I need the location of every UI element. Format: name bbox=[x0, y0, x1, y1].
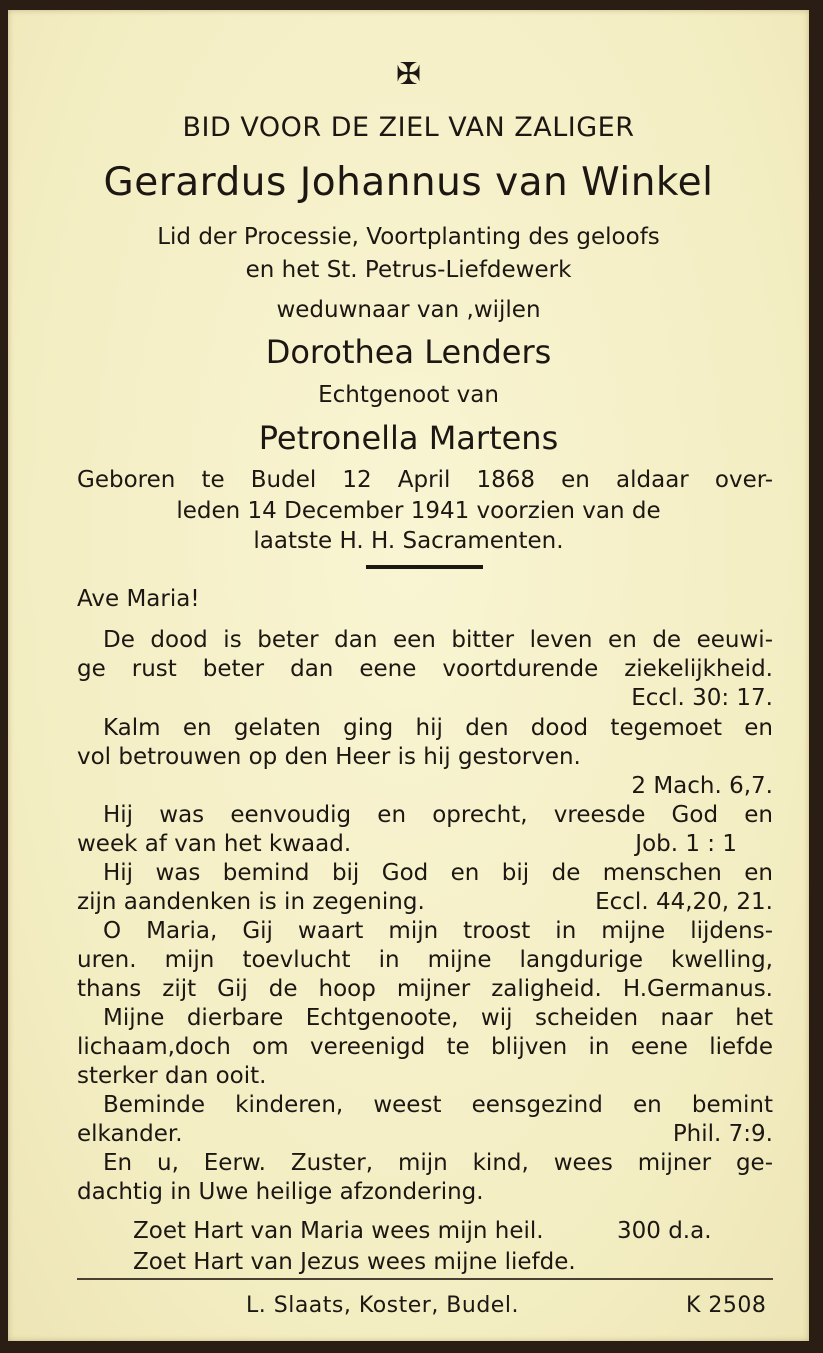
paragraph-5-line-1: O Maria, Gij waart mijn troost in mijne lijdens- bbox=[103, 918, 773, 944]
paragraph-2-line-2: vol betrouwen op den Heer is hij gestorven. bbox=[77, 744, 581, 770]
paragraph-5-line-2: uren. mijn toevlucht in mijne langdurige kwelling, bbox=[77, 947, 773, 973]
card-heading: BID VOOR DE ZIEL VAN ZALIGER bbox=[182, 112, 635, 143]
footer-divider bbox=[77, 1278, 773, 1280]
paragraph-7-reference: Phil. 7:9. bbox=[672, 1121, 773, 1147]
paragraph-8-line-1: En u, Eerw. Zuster, mijn kind, wees mijner ge- bbox=[103, 1150, 773, 1176]
deceased-name: Gerardus Johannus van Winkel bbox=[103, 160, 714, 205]
paragraph-4-line-2-row bbox=[77, 888, 773, 917]
prayer-1-indulgence: 300 d.a. bbox=[617, 1218, 712, 1244]
paragraph-7-line-2: elkander. bbox=[77, 1121, 183, 1147]
first-wife-name: Dorothea Lenders bbox=[265, 333, 552, 371]
divider bbox=[366, 565, 483, 569]
birth-line-1: Geboren te Budel 12 April 1868 en aldaar over- bbox=[77, 467, 773, 493]
paragraph-7-line-2-row bbox=[77, 1120, 773, 1149]
memorial-card bbox=[8, 10, 809, 1341]
paragraph-2-line-1: Kalm en gelaten ging hij den dood tegemoet en bbox=[103, 715, 773, 741]
prayer-2: Zoet Hart van Jezus wees mijne liefde. bbox=[133, 1249, 576, 1275]
prayer-1: Zoet Hart van Maria wees mijn heil. bbox=[133, 1218, 544, 1244]
paragraph-6-line-1: Mijne dierbare Echtgenoote, wij scheiden naar het bbox=[103, 1005, 773, 1031]
paragraph-4-line-1: Hij was bemind bij God en bij de menschen en bbox=[103, 860, 773, 886]
paragraph-3-line-2: week af van het kwaad. bbox=[77, 831, 352, 857]
birth-line-2: leden 14 December 1941 voorzien van de bbox=[176, 498, 661, 524]
paragraph-3-reference: Job. 1 : 1 bbox=[635, 831, 737, 857]
paragraph-4-line-2: zijn aandenken is in zegening. bbox=[77, 889, 425, 915]
printer-credit: L. Slaats, Koster, Budel. bbox=[246, 1293, 519, 1318]
widower-of: weduwnaar van ,wijlen bbox=[276, 297, 541, 323]
print-code: K 2508 bbox=[686, 1293, 767, 1318]
paragraph-4-reference: Eccl. 44,20, 21. bbox=[595, 889, 773, 915]
membership-line-1: Lid der Processie, Voortplanting des geloofs bbox=[157, 224, 660, 250]
paragraph-2-reference: 2 Mach. 6,7. bbox=[631, 773, 773, 799]
cross-icon: ✠ bbox=[395, 57, 422, 92]
spouse-of: Echtgenoot van bbox=[318, 382, 499, 408]
paragraph-1-line-1: De dood is beter dan een bitter leven en de eeuwi- bbox=[103, 627, 773, 653]
membership-line-2: en het St. Petrus-Liefdewerk bbox=[245, 257, 572, 283]
paragraph-7-line-1: Beminde kinderen, weest eensgezind en bemint bbox=[103, 1092, 773, 1118]
birth-line-3: laatste H. H. Sacramenten. bbox=[253, 528, 564, 554]
paragraph-8-line-2: dachtig in Uwe heilige afzondering. bbox=[77, 1179, 484, 1205]
paragraph-6-line-3: sterker dan ooit. bbox=[77, 1063, 267, 1089]
paragraph-3-line-2-row bbox=[77, 830, 773, 859]
paragraph-5-line-3: thans zijt Gij de hoop mijner zaligheid. H.Germanus. bbox=[77, 976, 773, 1002]
second-wife-name: Petronella Martens bbox=[258, 419, 559, 457]
paragraph-3-line-1: Hij was eenvoudig en oprecht, vreesde God en bbox=[103, 802, 773, 828]
ave-maria: Ave Maria! bbox=[77, 586, 200, 612]
paragraph-1-line-2: ge rust beter dan eene voortdurende ziekelijkheid. bbox=[77, 656, 773, 682]
paragraph-6-line-2: lichaam,doch om vereenigd te blijven in eene liefde bbox=[77, 1034, 773, 1060]
prayer-1-row bbox=[133, 1216, 712, 1246]
paragraph-1-reference: Eccl. 30: 17. bbox=[631, 685, 773, 711]
